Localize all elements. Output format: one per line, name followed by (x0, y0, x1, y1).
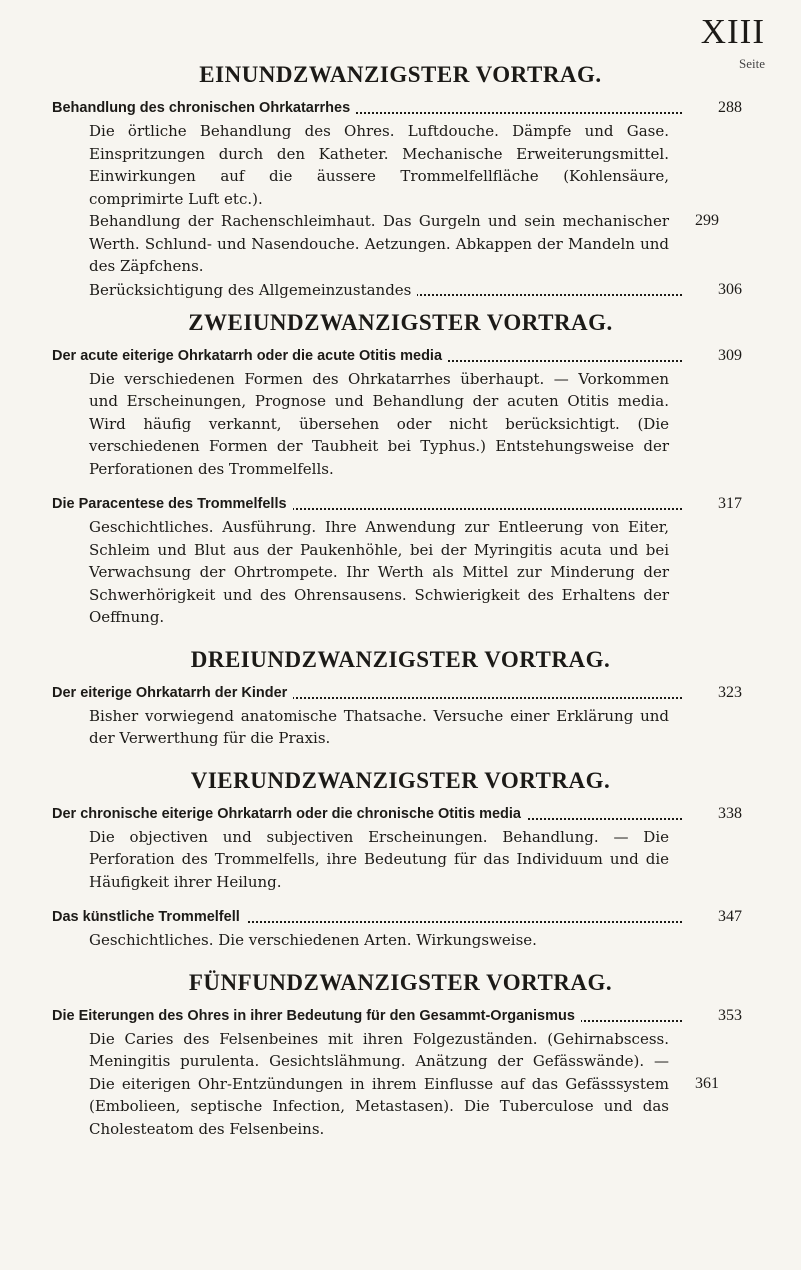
entry-page: 306 (710, 278, 742, 302)
page-number: XIII (700, 12, 765, 51)
seite-label: Seite (739, 56, 765, 71)
toc-entry[interactable] (52, 1004, 742, 1028)
entry-title: Behandlung des chronischen Ohrkatarrhes (52, 100, 356, 116)
entry-page: 309 (710, 344, 742, 368)
toc-entry[interactable] (52, 802, 742, 826)
entry-page: 338 (710, 802, 742, 826)
lecture-heading-25: FÜNFUNDZWANZIGSTER VORTRAG. (188, 969, 613, 995)
toc-entry[interactable] (52, 492, 742, 516)
toc-entry[interactable] (52, 344, 742, 368)
entry-description: Die Caries des Felsenbeines mit ihren Folgezuständen. (Gehirnabscess. Meningitis purulenta. Gesichtslähmung. Anätzung der Gefässwände). — Die eiterigen Ohr-Entzündungen in ihrem Einflusse auf das Gefässsystem (Embolieen, septische Infection, Metastasen). Die Tuberculose und das Cholesteatom des Felsenbeins. 361 (89, 1029, 719, 1138)
entry-description: Die örtliche Behandlung des Ohres. Luftdouche. Dämpfe und Gase. Einspritzungen durch den Katheter. Mechanische Erweiterungsmittel. Einwirkungen auf die äussere Trommelfellfläche (Kohlensäure, comprimirte Luft etc.). (89, 122, 669, 208)
lecture-heading-22: ZWEIUNDZWANZIGSTER VORTRAG. (188, 309, 613, 335)
entry-page: 361 (695, 1074, 719, 1092)
entry-title: Berücksichtigung des Allgemeinzustandes (89, 281, 417, 299)
lecture-heading-21: EINUNDZWANZIGSTER VORTRAG. (199, 62, 602, 87)
toc-sub-entry[interactable] (89, 278, 742, 302)
table-of-contents (0, 60, 801, 1140)
entry-description: Geschichtliches. Die verschiedenen Arten. Wirkungsweise. (89, 931, 537, 949)
entry-page: 347 (710, 905, 742, 929)
entry-title: Die Eiterungen des Ohres in ihrer Bedeutung für den Gesammt-Organismus (52, 1008, 581, 1024)
entry-description: Die objectiven und subjectiven Erscheinungen. Behandlung. — Die Perforation des Trommelfells, ihre Bedeutung für das Individuum und die Häufigkeit ihrer Heilung. (89, 827, 669, 891)
entry-title: Das künstliche Trommelfell (52, 909, 246, 925)
entry-title: Der acute eiterige Ohrkatarrh oder die acute Otitis media (52, 348, 448, 364)
toc-entry[interactable] (52, 96, 742, 120)
toc-entry[interactable] (52, 681, 742, 705)
entry-description: Bisher vorwiegend anatomische Thatsache. Versuche einer Erklärung und der Verwerthung für die Praxis. (89, 706, 669, 747)
toc-entry[interactable] (52, 905, 742, 929)
lecture-heading-23: DREIUNDZWANZIGSTER VORTRAG. (190, 646, 611, 672)
entry-description: Behandlung der Rachenschleimhaut. Das Gurgeln und sein mechanischer Werth. Schlund- und Nasendouche. Aetzungen. Abkappen der Mandeln und des Zäpfchens. 299 (89, 212, 719, 275)
entry-page: 317 (710, 492, 742, 516)
entry-page: 299 (695, 212, 719, 229)
lecture-heading-24: VIERUNDZWANZIGSTER VORTRAG. (190, 767, 611, 793)
entry-page: 353 (710, 1004, 742, 1028)
entry-page: 288 (710, 96, 742, 120)
entry-title: Der eiterige Ohrkatarrh der Kinder (52, 685, 293, 701)
entry-description: Geschichtliches. Ausführung. Ihre Anwendung zur Entleerung von Eiter, Schleim und Blut aus der Paukenhöhle, bei der Myringitis acuta und bei Verwachsung der Ohrtrompete. Ihr Werth als Mittel zur Minderung der Schwerhörigkeit und des Ohrensausens. Schwierigkeit des Erhaltens der Oeffnung. (89, 518, 669, 626)
entry-page: 323 (710, 681, 742, 705)
entry-title: Die Paracentese des Trommelfells (52, 496, 293, 512)
entry-description: Die verschiedenen Formen des Ohrkatarrhes überhaupt. — Vorkommen und Erscheinungen, Prognose und Behandlung der acuten Otitis media. Wird häufig verkannt, übersehen oder nicht berücksichtigt. (Die verschiedenen Formen der Taubheit bei Typhus.) Entstehungsweise der Perforationen des Trommelfells. (89, 369, 669, 478)
entry-title: Der chronische eiterige Ohrkatarrh oder die chronische Otitis media (52, 806, 527, 822)
